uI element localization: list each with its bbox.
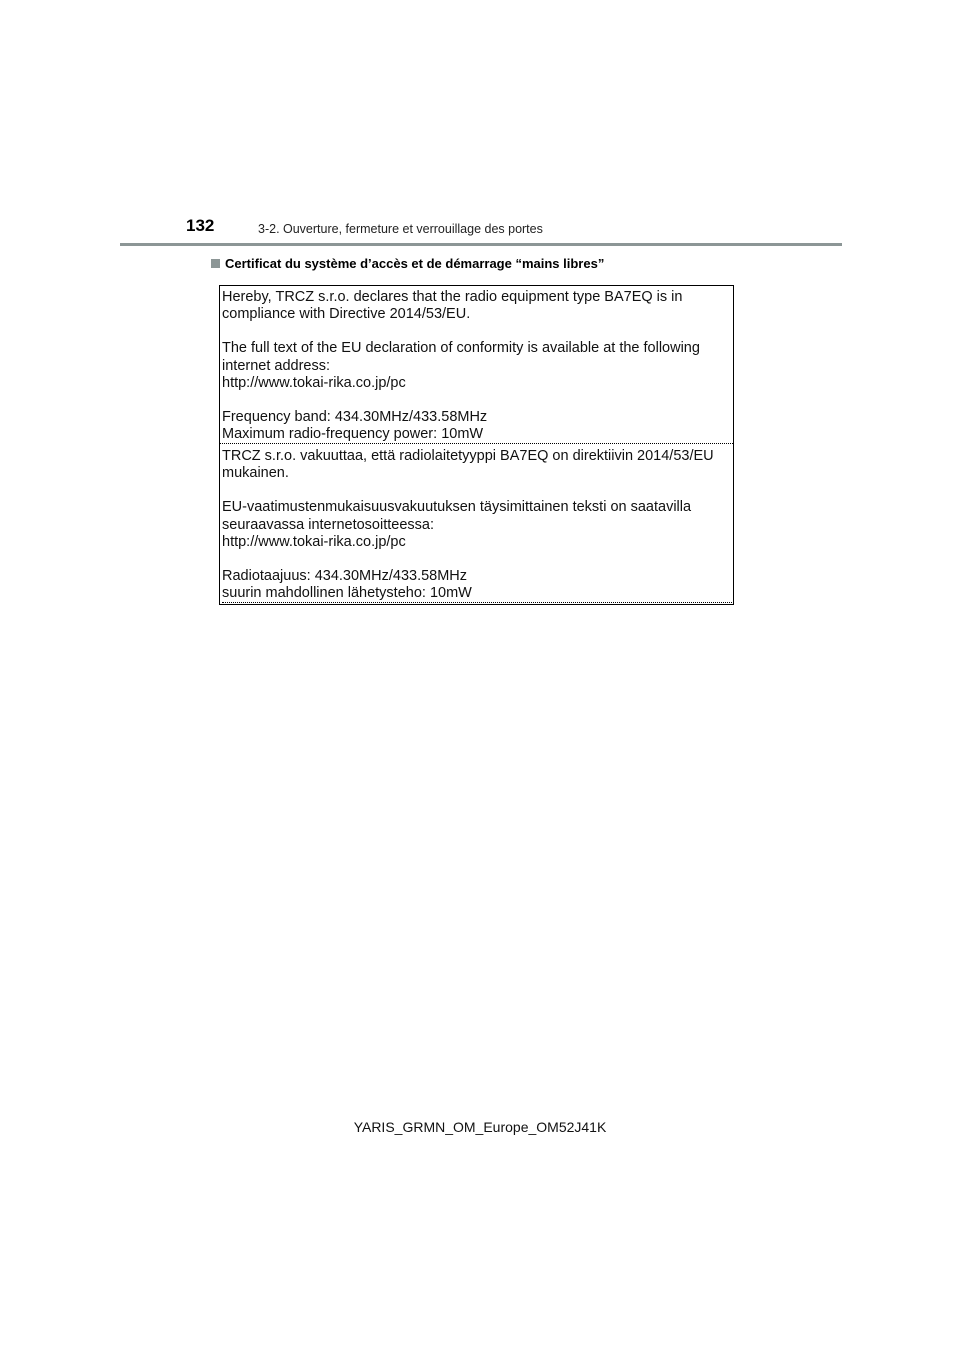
section-title: 3-2. Ouverture, fermeture et verrouillage des portes <box>258 222 543 236</box>
subheading <box>211 256 604 271</box>
certificate-box <box>219 285 734 605</box>
square-bullet-icon <box>211 259 220 268</box>
cert-line: suurin mahdollinen lähetysteho: 10mW <box>222 585 734 603</box>
certificate-finnish <box>220 448 733 603</box>
certificate-divider <box>220 443 733 444</box>
cert-line: Maximum radio-frequency power: 10mW <box>222 426 484 443</box>
cert-url: http://www.tokai-rika.co.jp/pc <box>222 533 406 550</box>
cert-url: http://www.tokai-rika.co.jp/pc <box>222 374 406 391</box>
cert-line: mukainen. <box>222 465 289 482</box>
footer-document-id: YARIS_GRMN_OM_Europe_OM52J41K <box>353 1119 607 1135</box>
cert-line: seuraavassa internetosoitteessa: <box>222 516 434 533</box>
cert-line: Frequency band: 434.30MHz/433.58MHz <box>222 409 488 426</box>
subheading-text: Certificat du système d’accès et de démarrage “mains libres” <box>225 256 605 271</box>
cert-line: The full text of the EU declaration of conformity is available at the following <box>222 340 700 357</box>
cert-line: EU-vaatimustenmukaisuusvakuutuksen täysimittainen teksti on saatavilla <box>222 499 692 516</box>
cert-line: Hereby, TRCZ s.r.o. declares that the radio equipment type BA7EQ is in <box>222 289 683 305</box>
cert-line: Radiotaajuus: 434.30MHz/433.58MHz <box>222 568 468 585</box>
cert-line: compliance with Directive 2014/53/EU. <box>222 306 471 323</box>
page-number: 132 <box>186 216 215 235</box>
certificate-english <box>220 289 733 443</box>
cert-line: TRCZ s.r.o. vakuuttaa, että radiolaitetyyppi BA7EQ on direktiivin 2014/53/EU <box>222 448 714 464</box>
header-rule <box>120 243 842 246</box>
cert-line: internet address: <box>222 357 331 374</box>
